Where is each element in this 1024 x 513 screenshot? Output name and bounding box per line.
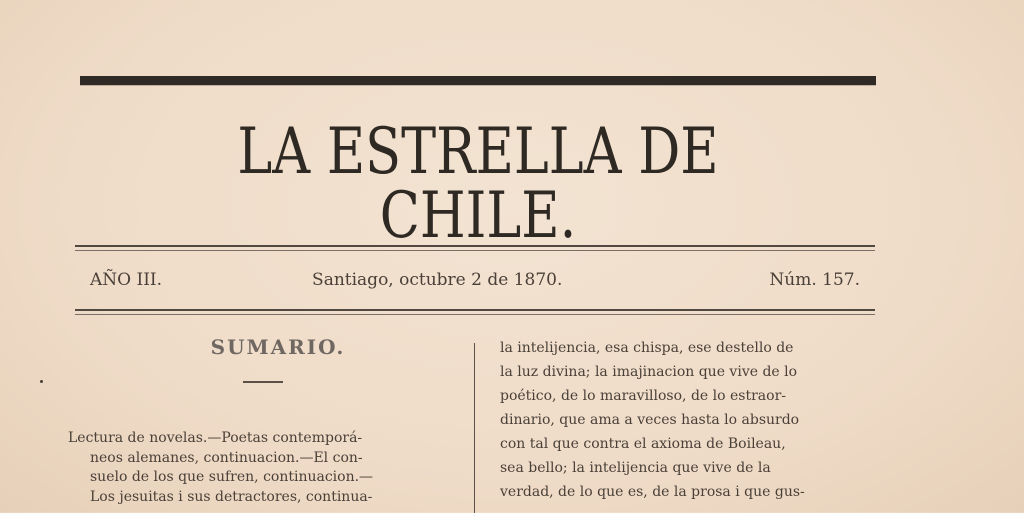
sumario-line: neos alemanes, continuacion.—El con- [90,449,363,466]
sumario-heading: SUMARIO. [210,335,346,359]
sumario-line: suelo de los que sufren, continuacion.— [90,469,374,485]
sumario-text [68,429,458,507]
dateline-bottom-rule [75,309,875,311]
article-text [500,336,884,504]
article-line: verdad, de lo que es, de la prosa i que gus- [500,484,805,500]
dateline [90,270,860,290]
masthead-top-rule [80,76,876,85]
ink-spot [40,380,43,383]
dateline-top-rule [75,245,875,247]
issue-number: Núm. 157. [769,270,860,290]
masthead-title: LA ESTRELLA DE CHILE. [237,115,719,253]
place-date: Santiago, octubre 2 de 1870. [312,270,563,290]
article-line: dinario, que ama a veces hasta lo absurdo [500,412,800,428]
sumario-line: Lectura de novelas.—Poetas contemporá- [68,430,363,446]
article-line: poético, de lo maravilloso, de lo estraor- [500,388,786,404]
column-divider [474,343,475,513]
article-line: la intelijencia, esa chispa, ese destello de [500,340,794,356]
sumario-column [68,335,458,507]
sumario-line: Los jesuitas i sus detractores, continua- [90,488,373,505]
sumario-rule [243,381,283,383]
article-column [500,336,884,504]
article-line: la luz divina; la imajinacion que vive de lo [500,364,798,380]
year-label: AÑO III. [90,270,163,290]
article-line: sea bello; la intelijencia que vive de la [500,460,771,476]
article-line: con tal que contra el axioma de Boileau, [500,436,786,452]
